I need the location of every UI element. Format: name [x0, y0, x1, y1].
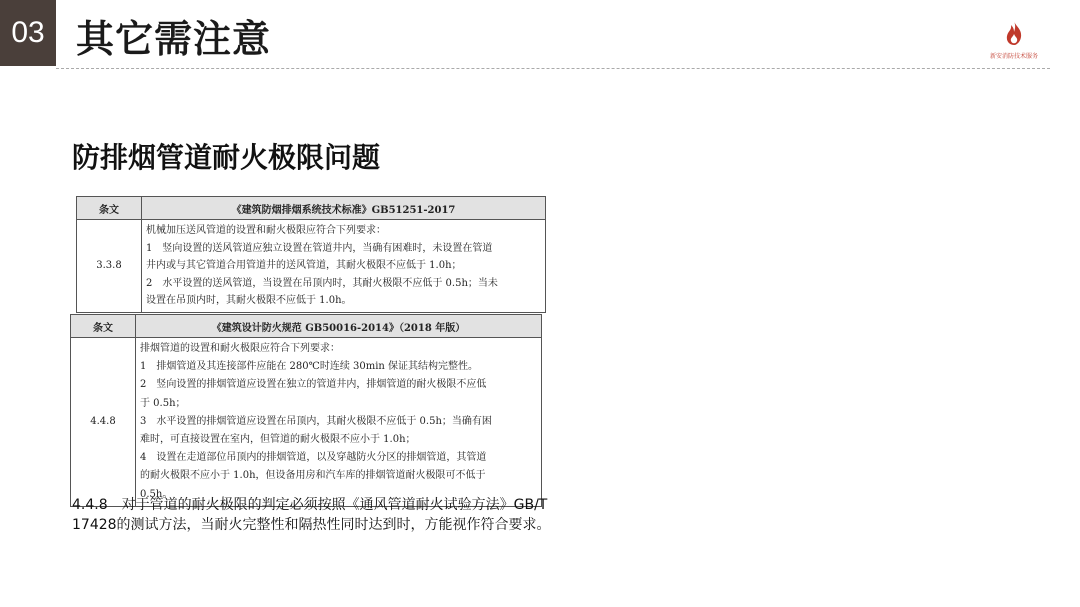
clause-line: 1 竖向设置的送风管道应独立设置在管道井内，当确有困难时，未设置在管道	[146, 242, 493, 254]
clause-line: 0.5h。	[140, 488, 173, 500]
clause-line: 2 竖向设置的排烟管道应设置在独立的管道井内，排烟管道的耐火极限不应低	[140, 379, 487, 391]
section-title: 防排烟管道耐火极限问题	[72, 141, 381, 174]
logo-text: 新安消防技术服务	[989, 53, 1038, 60]
clause-line: 排烟管道的设置和耐火极限应符合下列要求：	[140, 343, 340, 354]
clause-line: 的耐火极限不应小于 1.0h，但设备用房和汽车库的排烟管道耐火极限可不低于	[140, 470, 486, 482]
clause-line: 2 水平设置的送风管道，当设置在吊顶内时，其耐火极限不应低于 0.5h；当未	[146, 277, 498, 289]
clause-line: 3 水平设置的排烟管道应设置在吊顶内，其耐火极限不应低于 0.5h；当确有困	[140, 415, 492, 427]
clause-column-header: 条文	[77, 197, 142, 220]
clause-line: 于 0.5h；	[140, 397, 186, 409]
clause-number: 3.3.8	[77, 220, 142, 313]
table-row	[77, 220, 546, 313]
standard-table-gb50016	[70, 314, 542, 507]
clause-column-header: 条文	[71, 315, 136, 338]
clause-line: 井内或与其它管道合用管道井的送风管道，其耐火极限不应低于 1.0h；	[146, 260, 462, 271]
company-logo	[984, 20, 1044, 60]
table-row	[71, 338, 542, 507]
footnote-text: 4.4.8 对于管道的耐火极限的判定必须按照《通风管道耐火试验方法》GB/T 17428的测试方法，当耐火完整性和隔热性同时达到时，方能视作符合要求。	[72, 497, 562, 533]
table-header-row	[71, 315, 542, 338]
clause-line: 4 设置在走道部位吊顶内的排烟管道，以及穿越防火分区的排烟管道，其管道	[140, 452, 487, 464]
clause-number: 4.4.8	[71, 338, 136, 507]
standard-name-header: 《建筑设计防火规范 GB50016-2014》（2018 年版）	[136, 315, 542, 338]
clause-line: 1 排烟管道及其连接部件应能在 280℃时连续 30min 保证其结构完整性。	[140, 361, 479, 373]
clause-line: 难时，可直接设置在室内，但管道的耐火极限不应小于 1.0h；	[140, 434, 416, 446]
clause-content	[142, 220, 546, 313]
clause-line: 设置在吊顶内时，其耐火极限不应低于 1.0h。	[146, 295, 352, 306]
table-header-row	[77, 197, 546, 220]
header-divider	[56, 68, 1050, 69]
standard-name-header: 《建筑防烟排烟系统技术标准》GB51251-2017	[142, 197, 546, 220]
clause-line: 机械加压送风管道的设置和耐火极限应符合下列要求：	[146, 225, 386, 236]
section-number-badge: 03	[0, 0, 56, 66]
standard-table-gb51251	[76, 196, 546, 313]
page-header-title: 其它需注意	[76, 17, 272, 61]
flame-icon	[1003, 20, 1025, 46]
clause-content	[136, 338, 542, 507]
